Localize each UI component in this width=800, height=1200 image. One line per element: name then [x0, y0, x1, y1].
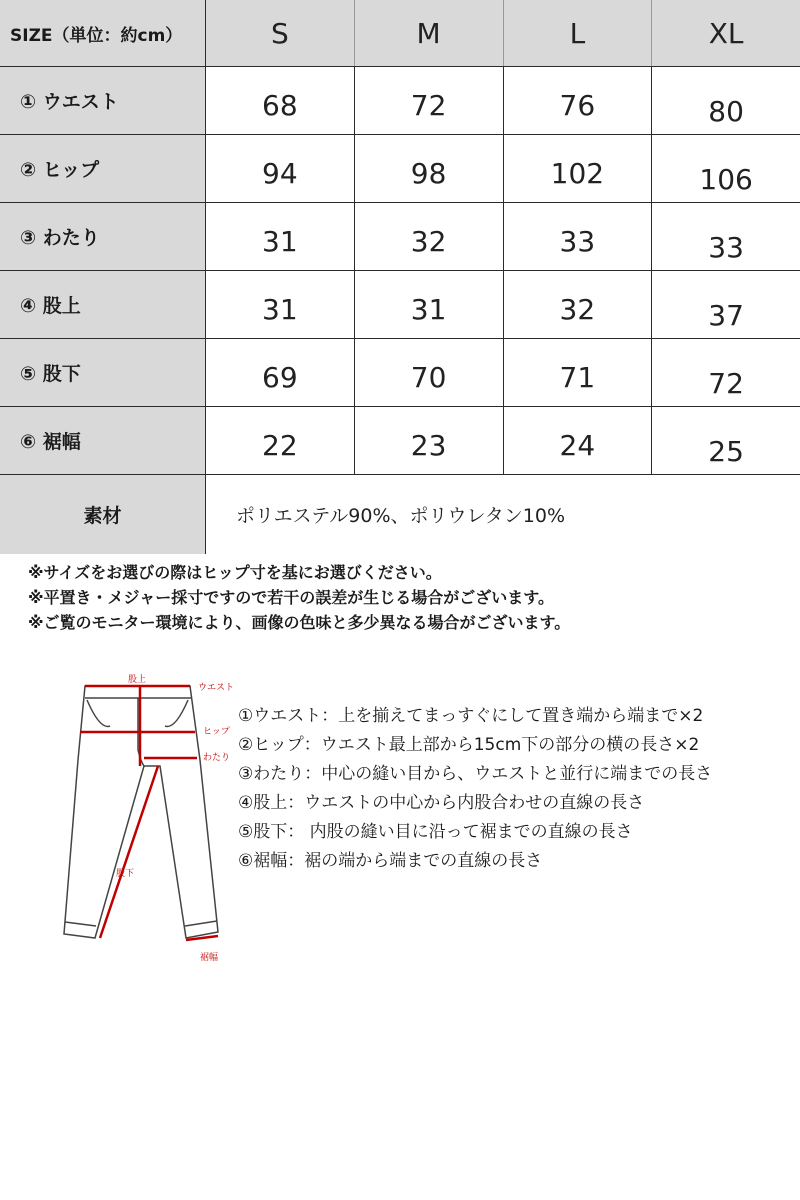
- table-row: [0, 339, 800, 407]
- table-cell: 102: [504, 135, 653, 202]
- table-cell: 72: [708, 367, 744, 400]
- definition-item: ③わたり：中心の縫い目から、ウエストと並行に端までの長さ: [238, 764, 713, 784]
- note-item: ※ご覧のモニター環境により、画像の色味と多少異なる場合がございます。: [28, 613, 571, 632]
- label-hem: 裾幅: [200, 953, 219, 963]
- table-cell: 106: [699, 163, 753, 196]
- measurement-lines: [80, 686, 218, 940]
- row-label: ⑤ 股下: [0, 339, 206, 406]
- label-rise: 股上: [128, 675, 147, 685]
- note-item: ※平置き・メジャー採寸ですので若干の誤差が生じる場合がございます。: [28, 588, 554, 607]
- table-row: [0, 203, 800, 271]
- inseam-line: [100, 766, 158, 938]
- corner-label: SIZE（単位：約cm）: [0, 0, 206, 66]
- label-inseam: 股下: [116, 869, 135, 879]
- row-label: ② ヒップ: [0, 135, 206, 202]
- table-cell: 76: [504, 67, 653, 134]
- table-cell: 70: [355, 339, 504, 406]
- note-item: ※サイズをお選びの際はヒップ寸を基にお選びください。: [28, 563, 442, 582]
- label-waist: ウエスト: [198, 683, 235, 693]
- row-label: ① ウエスト: [0, 67, 206, 134]
- table-cell: 32: [504, 271, 653, 338]
- definitions: [238, 702, 793, 876]
- size-table: [0, 0, 800, 554]
- table-cell: 31: [206, 271, 355, 338]
- table-cell: 72: [355, 67, 504, 134]
- table-header-row: [0, 0, 800, 67]
- table-cell: 98: [355, 135, 504, 202]
- row-label: ⑥ 裾幅: [0, 407, 206, 474]
- table-row: [0, 67, 800, 135]
- definition-item: ⑤股下： 内股の縫い目に沿って裾までの直線の長さ: [238, 822, 633, 842]
- definition-item: ①ウエスト：上を揃えてまっすぐにして置き端から端まで×2: [238, 706, 704, 726]
- notes: [28, 560, 788, 635]
- material-value: ポリエステル90%、ポリウレタン10%: [236, 505, 565, 527]
- table-cell: 25: [708, 435, 744, 468]
- material-row: [0, 475, 800, 554]
- row-label: ④ 股上: [0, 271, 206, 338]
- pants-diagram-svg: [40, 670, 250, 970]
- table-cell: 33: [708, 231, 744, 264]
- table-cell: 37: [708, 299, 744, 332]
- row-label: ③ わたり: [0, 203, 206, 270]
- table-cell: 31: [206, 203, 355, 270]
- table-cell: 80: [708, 95, 744, 128]
- pants-diagram: [40, 670, 250, 970]
- size-header-m: M: [355, 0, 504, 66]
- table-cell: 31: [355, 271, 504, 338]
- definition-item: ⑥裾幅：裾の端から端までの直線の長さ: [238, 851, 543, 871]
- table-row: [0, 271, 800, 339]
- label-thigh: わたり: [203, 753, 231, 763]
- label-hip: ヒップ: [203, 727, 230, 737]
- material-label: 素材: [0, 475, 206, 554]
- table-cell: 23: [355, 407, 504, 474]
- table-row: [0, 407, 800, 475]
- definition-item: ④股上：ウエストの中心から内股合わせの直線の長さ: [238, 793, 645, 813]
- size-header-l: L: [504, 0, 653, 66]
- table-cell: 69: [206, 339, 355, 406]
- table-cell: 68: [206, 67, 355, 134]
- table-cell: 22: [206, 407, 355, 474]
- size-header-xl: XL: [652, 0, 800, 66]
- size-header-s: S: [206, 0, 355, 66]
- table-cell: 24: [504, 407, 653, 474]
- definition-item: ②ヒップ：ウエスト最上部から15cm下の部分の横の長さ×2: [238, 735, 700, 755]
- table-cell: 94: [206, 135, 355, 202]
- table-row: [0, 135, 800, 203]
- table-cell: 71: [504, 339, 653, 406]
- table-cell: 32: [355, 203, 504, 270]
- table-cell: 33: [504, 203, 653, 270]
